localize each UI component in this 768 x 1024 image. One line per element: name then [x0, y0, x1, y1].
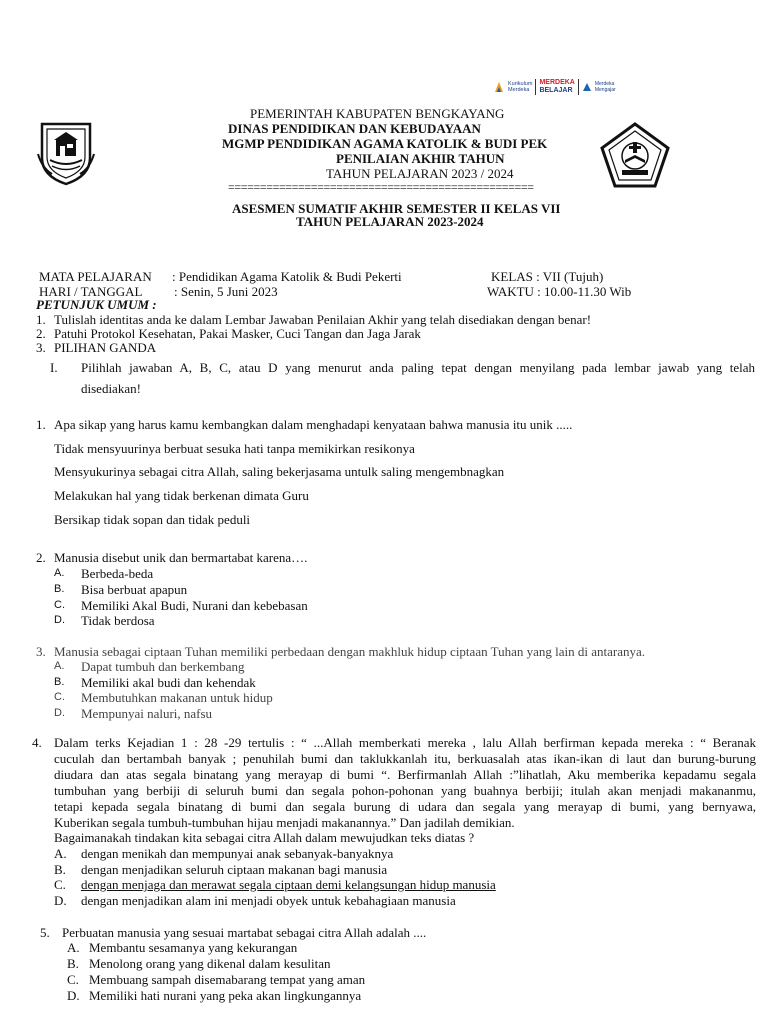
instruction-sub-line2: disediakan!: [81, 381, 141, 396]
q1-option-d: Bersikap tidak sopan dan tidak peduli: [54, 512, 251, 527]
q4-option-b: dengan menjadikan seluruh ciptaan makanan bagi manusia: [81, 862, 388, 877]
q3-option-d: Mempunyai naluri, nafsu: [81, 706, 213, 721]
merdeka-mengajar-line2: Mengajar: [594, 87, 616, 93]
bengkayang-emblem-icon: [34, 120, 98, 186]
instructions-heading: PETUNJUK UMUM :: [36, 297, 157, 312]
instruction-sub-num: I.: [50, 360, 58, 375]
q3-option-a: Dapat tumbuh dan berkembang: [81, 659, 245, 674]
q2-letter-b: B.: [54, 583, 65, 595]
q5-letter-c: C.: [67, 972, 79, 987]
q5-number: 5.: [40, 925, 50, 940]
q2-option-a: Berbeda-beda: [81, 566, 154, 581]
q3-option-c: Membutuhkan makanan untuk hidup: [81, 690, 273, 705]
date-value: : Senin, 5 Juni 2023: [174, 284, 278, 299]
kurikulum-text: Kurikulum: [508, 81, 533, 87]
instruction-1-num: 1.: [36, 312, 46, 327]
kurikulum-merdeka-logos: [493, 76, 625, 98]
q4-letter-b: B.: [54, 862, 66, 877]
instruction-3-num: 3.: [36, 340, 46, 355]
q1-option-a: Tidak mensyuurinya berbuat sesuka hati tanpa memikirkan resikonya: [54, 441, 415, 456]
q3-letter-c: C.: [54, 691, 65, 703]
q2-text: Manusia disebut unik dan bermartabat karena….: [54, 550, 308, 565]
q4-line-4: tumbuhan yang berbiji di seluruh bumi dan segala pohon-pohonan yang buahnya berbiji; itulah akan menjadi makananmu,: [54, 783, 756, 798]
merdeka-belajar-line2: BELAJAR: [539, 87, 573, 94]
mgmp-emblem-icon: [600, 122, 670, 188]
q4-letter-c: C.: [54, 877, 66, 892]
merdeka-mengajar-line1: Merdeka: [594, 81, 615, 87]
q5-text: Perbuatan manusia yang sesuai martabat sebagai citra Allah adalah ....: [62, 925, 427, 940]
q4-line-1: Dalam terks Kejadian 1 : 28 -29 tertulis : “ ...Allah memberkati mereka , lalu Allah berfirman kepada mereka : “ Beranak: [54, 735, 756, 750]
instruction-1-text: Tulislah identitas anda ke dalam Lembar Jawaban Penilaian Akhir yang telah disediakan dengan benar!: [54, 312, 592, 327]
q4-question: Bagaimanakah tindakan kita sebagai citra Allah dalam mewujudkan teks diatas ?: [54, 830, 475, 845]
kurikulum-merdeka-icon: [493, 80, 505, 94]
q2-option-d: Tidak berdosa: [81, 613, 155, 628]
q4-line-3: diudara dan atas segala binatang yang merayap di bumi “. Berfirmanlah Allah :”lihatlah, Aku memberika kepadamu segala: [54, 767, 756, 782]
instruction-2-text: Patuhi Protokol Kesehatan, Pakai Masker, Cuci Tangan dan Jaga Jarak: [54, 326, 421, 341]
q4-option-d: dengan menjadikan alam ini menjadi obyek untuk kebahagiaan manusia: [81, 893, 456, 908]
q4-letter-a: A.: [54, 846, 67, 861]
merdeka-mengajar-icon: [582, 81, 592, 93]
merdeka-belajar-line1: MERDEKA: [539, 79, 575, 86]
q3-letter-d: D.: [54, 707, 65, 719]
q3-number: 3.: [36, 644, 46, 659]
q4-line-2: cuculah dan bertambah banyak ; penuhilah bumi dan taklukkanlah itu, berkuasalah atas ikan-ikan di laut dan burung-burung: [54, 751, 756, 766]
q5-option-a: Membantu sesamanya yang kekurangan: [89, 940, 298, 955]
header-line5: TAHUN PELAJARAN 2023 / 2024: [326, 166, 514, 181]
instruction-3-text: PILIHAN GANDA: [54, 340, 157, 355]
q4-letter-d: D.: [54, 893, 67, 908]
q4-option-a: dengan menikah dan mempunyai anak sebanyak-banyaknya: [81, 846, 394, 861]
q2-number: 2.: [36, 550, 46, 565]
q1-text: Apa sikap yang harus kamu kembangkan dalam menghadapi kenyataan bahwa manusia itu unik .....: [54, 417, 573, 432]
header-line3: MGMP PENDIDIKAN AGAMA KATOLIK & BUDI PEK: [222, 136, 548, 151]
q5-letter-b: B.: [67, 956, 79, 971]
q3-letter-b: B.: [54, 676, 65, 688]
date-label: HARI / TANGGAL: [39, 284, 143, 299]
q3-letter-a: A.: [54, 660, 65, 672]
q4-line-5: tetapi kepada segala binatang di bumi dan segala burung di udara dan segala yang merayap di bumi, yang bernyawa,: [54, 799, 756, 814]
subject-label: MATA PELAJARAN: [39, 269, 152, 284]
q1-option-b: Mensyukurinya sebagai citra Allah, saling bekerjasama untulk saling mengembnagkan: [54, 464, 505, 479]
q2-option-c: Memiliki Akal Budi, Nurani dan kebebasan: [81, 598, 308, 613]
q2-letter-a: A.: [54, 567, 65, 579]
q2-letter-c: C.: [54, 599, 65, 611]
q4-number: 4.: [32, 735, 42, 750]
class-label: KELAS : VII (Tujuh): [491, 269, 604, 284]
header-line4: PENILAIAN AKHIR TAHUN: [336, 151, 505, 166]
q2-option-b: Bisa berbuat apapun: [81, 582, 188, 597]
doc-title-line1: ASESMEN SUMATIF AKHIR SEMESTER II KELAS VII: [232, 201, 561, 216]
instruction-2-num: 2.: [36, 326, 46, 341]
q5-option-b: Menolong orang yang dikenal dalam kesulitan: [89, 956, 331, 971]
q3-option-b: Memiliki akal budi dan kehendak: [81, 675, 256, 690]
q1-option-c: Melakukan hal yang tidak berkenan dimata Guru: [54, 488, 309, 503]
q4-line-6: Kuberikan segala tumbuh-tumbuhan hijau menjadi makanannya.” Dan jadilah demikian.: [54, 815, 515, 830]
q2-letter-d: D.: [54, 614, 65, 626]
subject-value: : Pendidikan Agama Katolik & Budi Pekerti: [172, 269, 402, 284]
time-label: WAKTU : 10.00-11.30 Wib: [487, 284, 632, 299]
q3-text: Manusia sebagai ciptaan Tuhan memiliki perbedaan dengan makhluk hidup ciptaan Tuhan yang lain di antaranya.: [54, 644, 645, 659]
header-line1: PEMERINTAH KABUPATEN BENGKAYANG: [250, 106, 505, 121]
q1-number: 1.: [36, 417, 46, 432]
q5-option-d: Memiliki hati nurani yang peka akan lingkungannya: [89, 988, 362, 1003]
instruction-sub-line1: Pilihlah jawaban A, B, C, atau D yang menurut anda paling tepat dengan menyilang pada lembar jawab yang telah: [81, 360, 755, 375]
q5-option-c: Membuang sampah disemabarang tempat yang aman: [89, 972, 366, 987]
doc-title-line2: TAHUN PELAJARAN 2023-2024: [296, 214, 484, 229]
header-separator: ================================================: [228, 180, 534, 194]
q5-letter-d: D.: [67, 988, 80, 1003]
header-line2: DINAS PENDIDIKAN DAN KEBUDAYAAN: [228, 121, 481, 136]
q5-letter-a: A.: [67, 940, 80, 955]
q4-option-c: dengan menjaga dan merawat segala ciptaan demi kelangsungan hidup manusia: [81, 877, 496, 892]
merdeka-text: Merdeka: [508, 87, 530, 93]
